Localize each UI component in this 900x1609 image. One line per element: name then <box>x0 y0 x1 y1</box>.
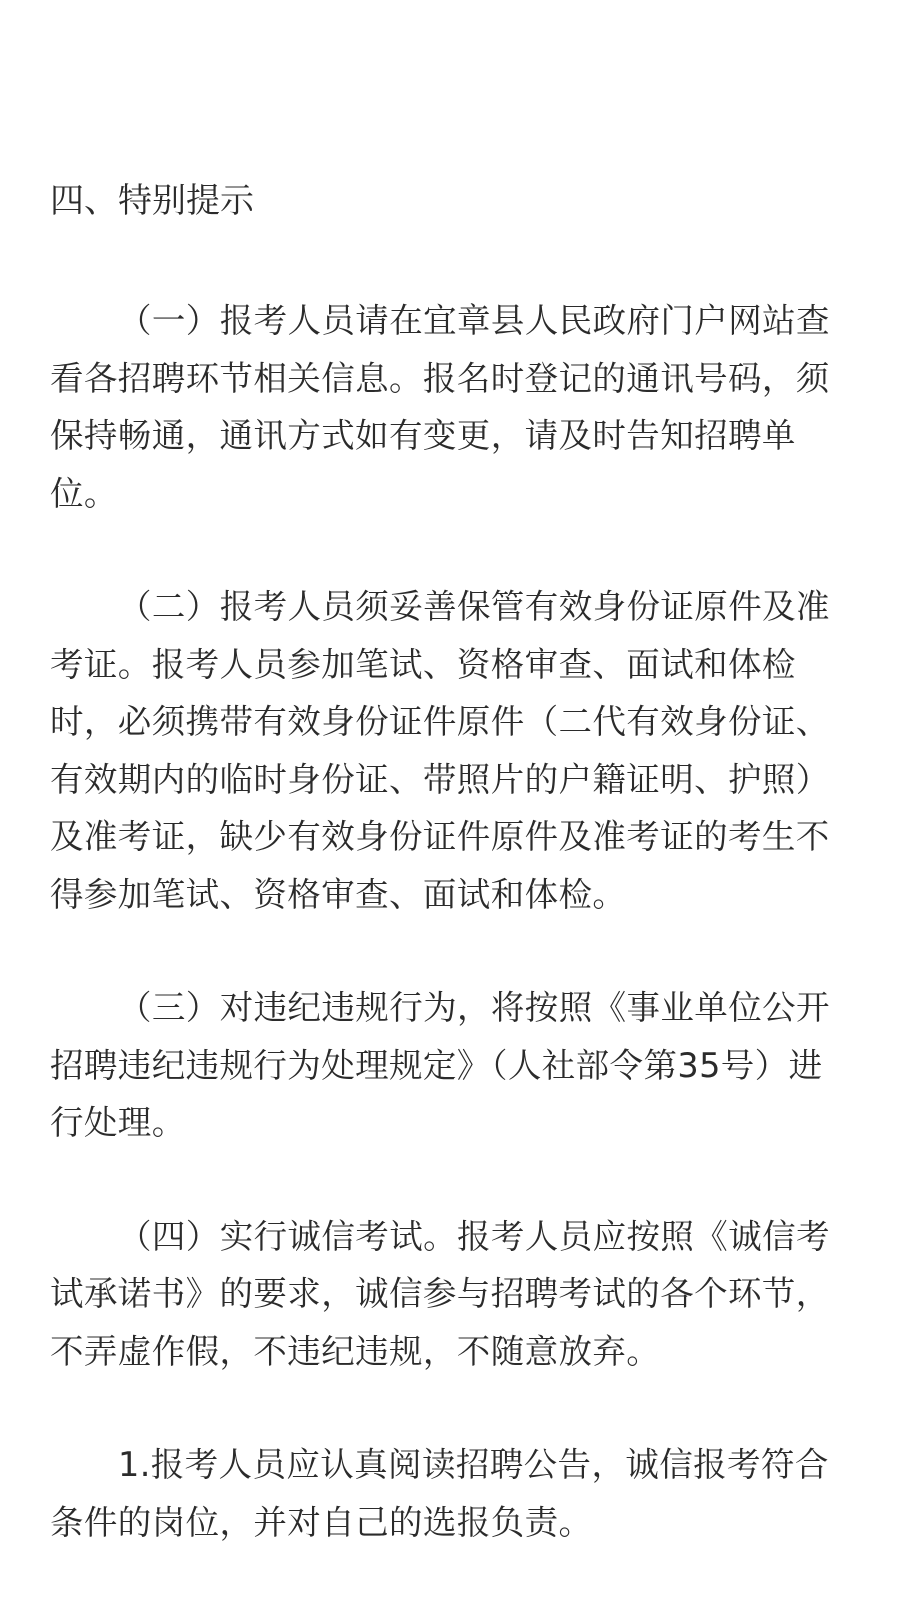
paragraph-integrity-item-1: 1.报考人员应认真阅读招聘公告，诚信报考符合条件的岗位，并对自己的选报负责。 <box>50 1445 829 1542</box>
paragraph-notice-1: （一）报考人员请在宜章县人民政府门户网站查看各招聘环节相关信息。报名时登记的通讯号码，须保持畅通，通讯方式如有变更，请及时告知招聘单位。 <box>50 301 830 513</box>
section-heading: 四、特别提示 <box>50 181 254 221</box>
article-body <box>50 172 855 1609</box>
paragraph-notice-4: （四）实行诚信考试。报考人员应按照《诚信考试承诺书》的要求，诚信参与招聘考试的各个环节，不弄虚作假，不违纪违规，不随意放弃。 <box>50 1216 830 1371</box>
paragraph-notice-2: （二）报考人员须妥善保管有效身份证原件及准考证。报考人员参加笔试、资格审查、面试和体检时，必须携带有效身份证件原件（二代有效身份证、有效期内的临时身份证、带照片的户籍证明、护照）及准考证，缺少有效身份证件原件及准考证的考生不得参加笔试、资格审查、面试和体检。 <box>50 587 830 914</box>
paragraph-notice-3: （三）对违纪违规行为，将按照《事业单位公开招聘违纪违规行为处理规定》（人社部令第35号）进行处理。 <box>50 988 830 1142</box>
